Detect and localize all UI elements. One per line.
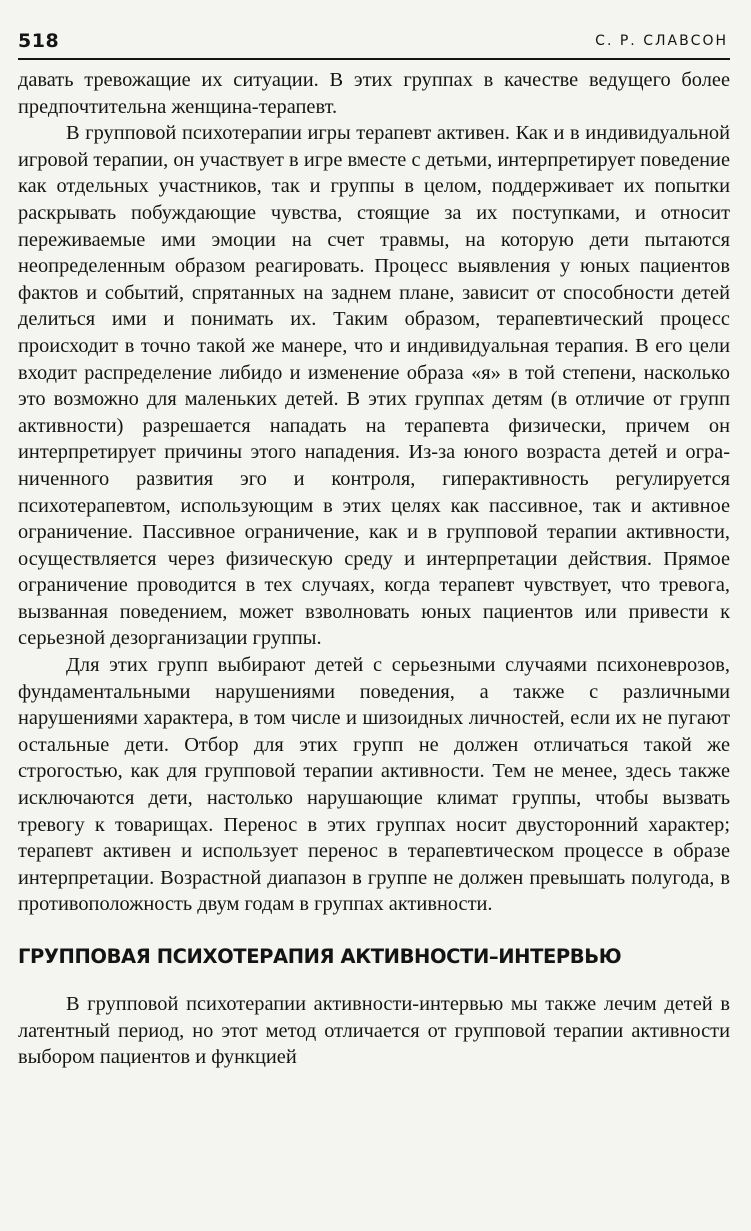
paragraph-play-therapy: В групповой психотерапии игры терапевт активен. Как и в индивидуальной игровой терапии, он участвует в игре вместе с детьми, интерпретирует поведение как отдельных участников, так и группы в целом, поддерживает их попытки раскрывать побуждающие чувства, стоящие за их поступками, и относит переживаемые ими эмоции на счет травмы, на которую дети пытаются неопределенным образом реагировать. Процесс выявления у юных пациентов фактов и событий, спрятанных на заднем плане, зависит от способности детей делиться ими и понимать их. Таким образом, терапевтический процесс происходит в точно такой же манере, что и индивидуальная терапия. В его цели входит распределение либидо и изменение образа «я» в той степени, насколько это возможно для маленьких детей. В этих группах детям (в отличие от групп активности) разрешается нападать на терапевта физически, причем он интерпретирует причины этого нападения. Из-за юного возраста детей и ограниченного развития эго и контроля, гиперактивность регулируется психотерапевтом, использующим в этих целях как пассивное, так и активное ограничение. Пассивное ограничение, как и в групповой терапии активности, осуществляется через физическую среду и интерпретации действия. Прямое ограничение проводится в тех случаях, когда терапевт чувствует, что тревога, вызванная поведением, может взволновать юных пациентов или привести к серьезной дезорганизации группы. [18,122,730,650]
paragraph-interview-therapy: В групповой психотерапии активности-интервью мы также лечим детей в латентный период, но этот метод отличается от групповой терапии активности выбором пациентов и функцией [18,993,730,1069]
running-head [18,30,730,60]
paragraph-continuation: давать тревожащие их ситуации. В этих группах в качестве ведущего более предпочтительна женщина-терапевт. [18,69,730,118]
section-heading: ГРУППОВАЯ ПСИХОТЕРАПИЯ АКТИВНОСТИ–ИНТЕРВЬЮ [18,945,622,968]
paragraph-group-selection: Для этих групп выбирают детей с серьезными случаями психоневрозов, фундаментальными нарушениями поведения, а также с различными нарушениями характера, в том числе и шизоидных личностей, если их не пугают остальные дети. Отбор для этих групп не должен отличаться такой же строгостью, как для групповой терапии активности. Тем не менее, здесь также исключаются дети, настолько нарушающие климат группы, чтобы вызвать тревогу к товарищах. Перенос в этих группах носит двусторонний характер; терапевт активен и использует перенос в терапевтическом процессе в образе интерпретации. Возрастной диапазон в группе не должен превышать полугода, в противоположность двум годам в группах активности. [18,654,730,916]
page-number: 518 [18,30,60,52]
running-head-author: С. Р. СЛАВСОН [595,33,728,49]
body-text [18,67,730,1071]
